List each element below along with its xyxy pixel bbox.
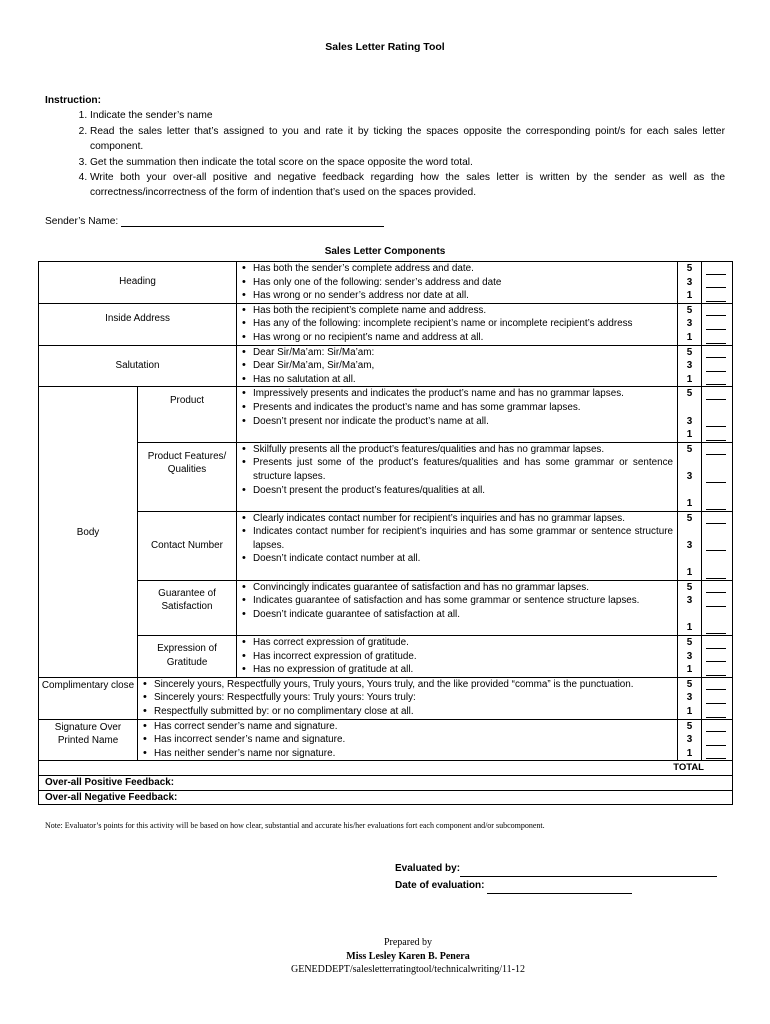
point-value: 5 <box>686 304 693 316</box>
criterion: • Doesn’t present the product’s features/qualities at all. <box>253 484 673 498</box>
tick-blank[interactable] <box>702 663 732 677</box>
criterion: • Clearly indicates contact number for recipient’s inquiries and has no grammar lapses. <box>253 512 673 526</box>
table-row-complimentary-close <box>39 677 733 719</box>
criterion: • Has neither sender’s name nor signature. <box>154 747 673 761</box>
point-value: 3 <box>686 734 693 746</box>
criterion: • Dear Sir/Ma’am: Sir/Ma’am: <box>253 346 673 360</box>
tick-blank[interactable] <box>702 621 732 635</box>
criteria-cell <box>237 303 678 345</box>
criterion: • Has no expression of gratitude at all. <box>253 663 673 677</box>
category-complimentary-close <box>39 677 138 719</box>
table-row-salutation <box>39 345 733 387</box>
point-value: 5 <box>686 720 693 732</box>
criteria-cell <box>138 719 678 761</box>
tick-blank[interactable] <box>702 594 732 608</box>
positive-feedback-field[interactable]: Over-all Positive Feedback: <box>39 775 733 790</box>
tick-blank[interactable] <box>702 346 732 360</box>
date-row <box>395 877 717 894</box>
criteria-cell <box>237 636 678 678</box>
criterion: • Sincerely yours: Respectfully yours: Truly yours: Yours truly: <box>154 691 673 705</box>
total-label: TOTAL <box>39 761 733 776</box>
criteria-cell <box>237 580 678 635</box>
subcategory-label: Contact Number <box>151 540 223 552</box>
point-value: 5 <box>686 443 693 455</box>
tick-cell <box>702 345 733 387</box>
criterion: • Indicates guarantee of satisfaction and has some grammar or sentence structure lapses. <box>253 594 673 608</box>
points-cell <box>678 719 702 761</box>
category-salutation <box>39 345 237 387</box>
subcategory-product <box>138 387 237 442</box>
spacer <box>702 552 732 566</box>
tick-blank[interactable] <box>702 470 732 484</box>
criterion: • Impressively presents and indicates the product’s name and has no grammar lapses. <box>253 387 673 401</box>
tick-blank[interactable] <box>702 331 732 345</box>
tick-cell <box>702 636 733 678</box>
subcategory-label: Product <box>169 395 205 407</box>
spacer <box>678 401 701 415</box>
criterion: • Has any of the following: incomplete recipient’s name or incomplete recipient’s address <box>253 317 673 331</box>
criterion: • Has incorrect sender’s name and signature. <box>154 733 673 747</box>
spacer <box>678 484 701 498</box>
point-value: 1 <box>686 664 693 676</box>
points-cell <box>678 262 702 304</box>
prepared-by-label: Prepared by <box>383 937 433 948</box>
components-title: Sales Letter Components <box>324 246 446 257</box>
criterion: • Skilfully presents all the product’s features/qualities and has no grammar lapses. <box>253 443 673 457</box>
criterion: • Has only one of the following: sender’s address and date <box>253 276 673 290</box>
criteria-cell <box>237 345 678 387</box>
point-value: 5 <box>686 263 693 274</box>
subcategory-guarantee <box>138 580 237 635</box>
criterion: • Has both the sender’s complete address and date. <box>253 262 673 276</box>
tick-blank[interactable] <box>702 678 732 692</box>
tick-blank[interactable] <box>702 581 732 595</box>
rating-table <box>38 261 733 805</box>
category-label: Heading <box>119 276 156 287</box>
prepared-by-block <box>0 936 770 977</box>
criterion: • Has wrong or no sender’s address nor date at all. <box>253 289 673 303</box>
tick-blank[interactable] <box>702 276 732 290</box>
table-row-body-features <box>39 442 733 511</box>
tick-blank[interactable] <box>702 497 732 511</box>
criterion: • Presents just some of the product’s features/qualities and has some grammar or sentence structure lapses. <box>253 456 673 483</box>
preparer-name: Miss Lesley Karen B. Penera <box>346 950 470 962</box>
table-row-total <box>39 761 733 776</box>
criterion: • Doesn’t indicate guarantee of satisfaction at all. <box>253 608 673 622</box>
negative-feedback-field[interactable]: Over-all Negative Feedback: <box>39 790 733 805</box>
point-value: 1 <box>686 747 693 759</box>
spacer <box>678 525 701 539</box>
tick-blank[interactable] <box>702 636 732 650</box>
point-value: 1 <box>686 567 693 579</box>
tick-cell <box>702 580 733 635</box>
subcategory-features <box>138 442 237 511</box>
spacer <box>702 401 732 415</box>
tick-blank[interactable] <box>702 539 732 553</box>
criteria-cell <box>237 387 678 442</box>
points-cell <box>678 677 702 719</box>
point-value: 1 <box>686 622 693 634</box>
point-value: 1 <box>686 498 693 510</box>
tick-cell <box>702 719 733 761</box>
tick-blank[interactable] <box>702 566 732 580</box>
spacer <box>678 552 701 566</box>
table-row-body-product <box>39 387 733 442</box>
point-value: 3 <box>686 415 693 427</box>
tick-cell <box>702 511 733 580</box>
criterion: • Has incorrect expression of gratitude. <box>253 650 673 664</box>
point-value: 5 <box>686 512 693 524</box>
category-label: Complimentary close <box>41 679 135 691</box>
criterion: • Has wrong or no recipient’s name and address at all. <box>253 331 673 345</box>
instruction-list <box>45 108 725 200</box>
tick-blank[interactable] <box>702 415 732 429</box>
criterion: • Dear Sir/Ma’am, Sir/Ma’am, <box>253 359 673 373</box>
tick-cell <box>702 442 733 511</box>
document-code: GENEDDEPT/salesletterratingtool/technicalwriting/11-12 <box>290 964 525 975</box>
tick-cell <box>702 303 733 345</box>
spacer <box>702 484 732 498</box>
tick-blank[interactable] <box>702 262 732 276</box>
evaluated-by-row <box>395 860 717 877</box>
criterion: • Has both the recipient’s complete name and address. <box>253 304 673 318</box>
point-value: 3 <box>686 360 693 372</box>
evaluated-by-label: Evaluated by: <box>395 863 461 874</box>
spacer <box>702 608 732 622</box>
instruction-item: 1. Indicate the sender’s name <box>90 108 725 123</box>
point-value: 1 <box>686 706 693 717</box>
instructions-block <box>45 93 725 201</box>
tick-blank[interactable] <box>702 373 732 387</box>
criteria-cell <box>237 511 678 580</box>
date-label: Date of evaluation: <box>395 880 485 891</box>
point-value: 3 <box>686 595 693 607</box>
tick-blank[interactable] <box>702 304 732 318</box>
table-row-body-contact <box>39 511 733 580</box>
criterion: • Sincerely yours, Respectfully yours, Truly yours, Yours truly, and the like provided “comma” is the punctuation. <box>154 678 673 692</box>
point-value: 1 <box>686 290 693 302</box>
criterion: • Respectfully submitted by: or no complimentary close at all. <box>154 705 673 719</box>
point-value: 1 <box>686 373 693 385</box>
sender-name-row <box>45 215 384 227</box>
subcategory-label: Guarantee of Satisfaction <box>158 587 216 613</box>
points-cell <box>678 636 702 678</box>
evaluated-by-field[interactable] <box>460 865 717 877</box>
category-label: Body <box>76 526 100 538</box>
tick-blank[interactable] <box>702 733 732 747</box>
tick-cell <box>702 262 733 304</box>
table-row-body-guarantee <box>39 580 733 635</box>
points-cell <box>678 580 702 635</box>
instruction-item: 4. Write both your over-all positive and negative feedback regarding how the sales letter is written by the sender as well as the correctness/incorrectness of the form of indention that’s used on the spaces provided. <box>90 170 725 201</box>
criteria-cell <box>237 262 678 304</box>
tick-blank[interactable] <box>702 359 732 373</box>
spacer <box>678 608 701 622</box>
tick-blank[interactable] <box>702 650 732 664</box>
point-value: 1 <box>686 331 693 343</box>
point-value: 5 <box>686 388 693 400</box>
evaluation-block <box>395 860 717 894</box>
tick-cell <box>702 387 733 442</box>
category-label: Signature Over Printed Name <box>54 721 122 747</box>
points-cell <box>678 345 702 387</box>
sender-name-field[interactable] <box>121 215 384 227</box>
criterion: • Has no salutation at all. <box>253 373 673 387</box>
table-row-heading <box>39 262 733 304</box>
criterion: • Doesn’t indicate contact number at all. <box>253 552 673 566</box>
point-value: 3 <box>686 318 693 330</box>
point-value: 3 <box>686 470 693 482</box>
criterion: • Doesn’t present nor indicate the product’s name at all. <box>253 415 673 429</box>
criterion: • Has correct expression of gratitude. <box>253 636 673 650</box>
points-cell <box>678 511 702 580</box>
criterion: • Presents and indicates the product’s name and has some grammar lapses. <box>253 401 673 415</box>
table-row-positive-feedback <box>39 775 733 790</box>
table-row-inside-address <box>39 303 733 345</box>
point-value: 5 <box>686 637 693 649</box>
tick-blank[interactable] <box>702 387 732 401</box>
tick-blank[interactable] <box>702 289 732 303</box>
points-cell <box>678 387 702 442</box>
criteria-cell <box>237 442 678 511</box>
point-value: 1 <box>686 429 693 441</box>
tick-blank[interactable] <box>702 691 732 705</box>
subcategory-label: Product Features/Qualities <box>147 450 227 476</box>
instruction-heading: Instruction: <box>45 95 102 106</box>
tick-blank[interactable] <box>702 317 732 331</box>
category-heading <box>39 262 237 304</box>
point-value: 3 <box>686 276 693 288</box>
category-label: Salutation <box>115 359 160 371</box>
points-cell <box>678 303 702 345</box>
table-row-body-gratitude <box>39 636 733 678</box>
point-value: 3 <box>686 692 693 704</box>
sender-name-label: Sender’s Name: <box>45 216 119 227</box>
document-title: Sales Letter Rating Tool <box>325 41 445 53</box>
criterion: • Has correct sender’s name and signature. <box>154 720 673 734</box>
date-field[interactable] <box>487 882 632 894</box>
category-inside-address <box>39 303 237 345</box>
table-row-signature <box>39 719 733 761</box>
point-value: 5 <box>686 678 693 690</box>
criteria-cell <box>138 677 678 719</box>
evaluator-note: Note: Evaluator’s points for this activity will be based on how clear, substantial and accurate his/her evaluations fort each component and/or subcomponent. <box>45 821 545 830</box>
spacer <box>702 456 732 470</box>
criterion: • Indicates contact number for recipient’s inquiries and has some grammar or sentence structure lapses. <box>253 525 673 552</box>
table-row-negative-feedback <box>39 790 733 805</box>
subcategory-label: Expression of Gratitude <box>157 643 217 668</box>
spacer <box>678 456 701 470</box>
category-signature <box>39 719 138 761</box>
point-value: 5 <box>686 581 693 593</box>
category-body <box>39 387 138 677</box>
points-cell <box>678 442 702 511</box>
point-value: 3 <box>686 650 693 662</box>
tick-blank[interactable] <box>702 720 732 734</box>
tick-blank[interactable] <box>702 512 732 526</box>
criterion: • Convincingly indicates guarantee of satisfaction and has no grammar lapses. <box>253 581 673 595</box>
point-value: 5 <box>686 346 693 358</box>
spacer <box>702 525 732 539</box>
point-value: 3 <box>686 539 693 551</box>
tick-blank[interactable] <box>702 443 732 457</box>
subcategory-gratitude <box>138 636 237 678</box>
category-label: Inside Address <box>105 312 170 324</box>
tick-blank[interactable] <box>702 747 732 761</box>
instruction-item: 3. Get the summation then indicate the total score on the space opposite the word total. <box>90 155 725 170</box>
tick-blank[interactable] <box>702 705 732 719</box>
tick-blank[interactable] <box>702 428 732 442</box>
tick-cell <box>702 677 733 719</box>
subcategory-contact <box>138 511 237 580</box>
instruction-item: 2. Read the sales letter that’s assigned to you and rate it by ticking the spaces opposite the corresponding point/s for each sales letter component. <box>90 124 725 155</box>
